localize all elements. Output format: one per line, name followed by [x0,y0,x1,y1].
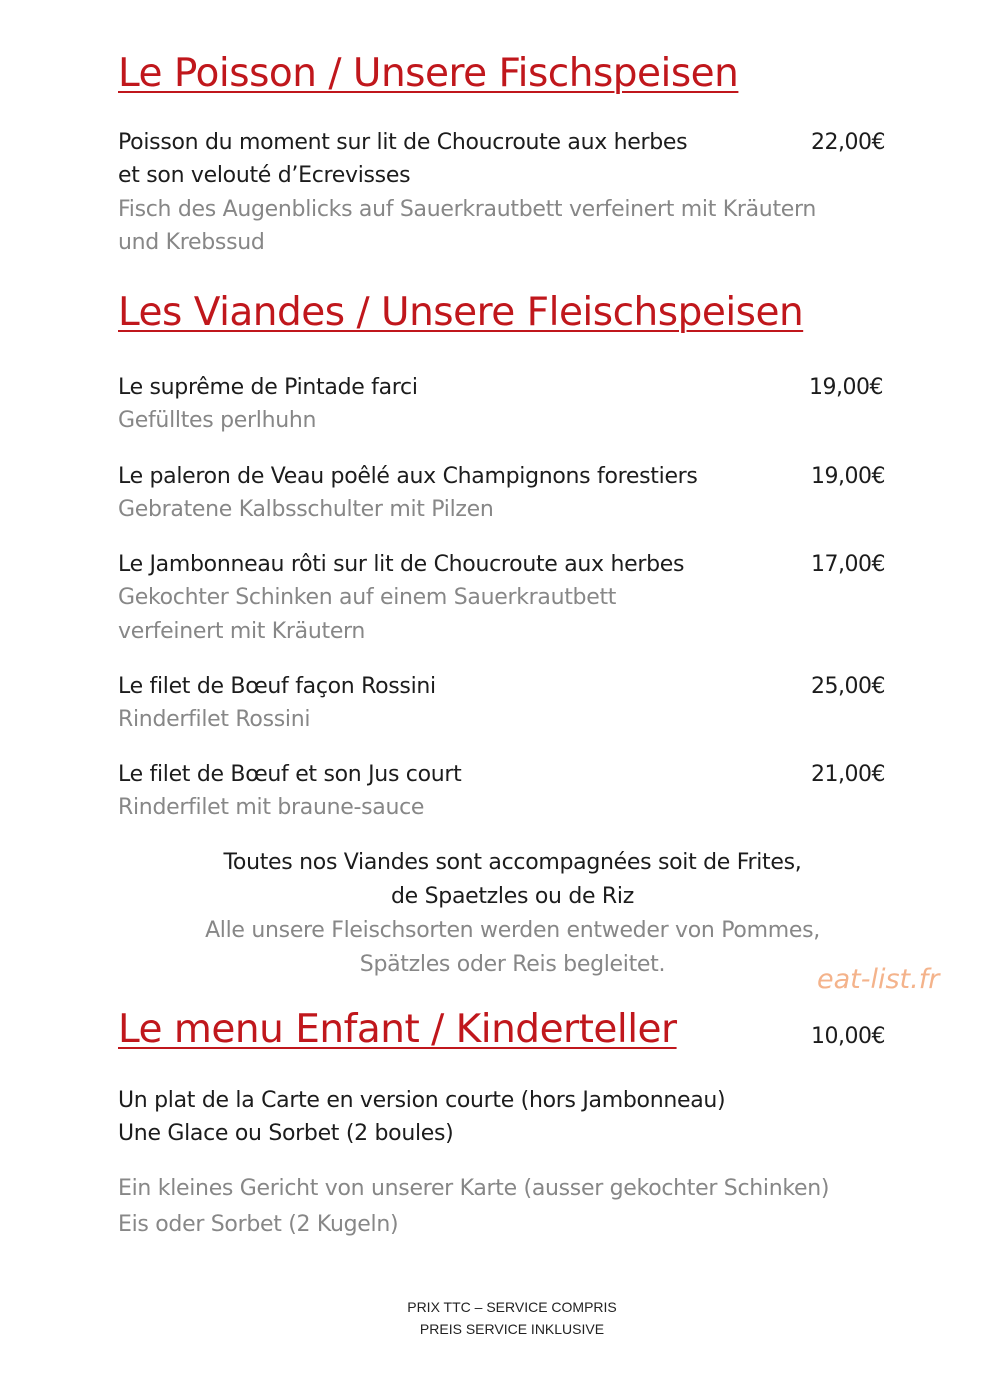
item-name-de-line-1: Fisch des Augenblicks auf Sauerkrautbett verfeinert mit Kräutern [118,197,817,222]
item-price: 25,00€ [811,674,885,699]
section-heading-enfant: Le menu Enfant / Kinderteller [118,1007,677,1052]
item-name-fr: Le filet de Bœuf et son Jus court [118,762,462,787]
enfant-de-line-1: Ein kleines Gericht von unserer Karte (ausser gekochter Schinken) [118,1176,830,1201]
item-name-fr: Le suprême de Pintade farci [118,375,418,400]
item-name-fr-line-2: et son velouté d’Ecrevisses [118,163,411,188]
enfant-de-line-2: Eis oder Sorbet (2 Kugeln) [118,1212,399,1237]
item-name-de-line-1: Gekochter Schinken auf einem Sauerkrautbett [118,585,617,610]
item-price: 22,00€ [811,130,885,155]
item-price: 17,00€ [811,552,885,577]
footer-line-2: PREIS SERVICE INKLUSIVE [419,1321,605,1337]
watermark-text: eat-list.fr [817,964,940,995]
item-price: 21,00€ [811,762,885,787]
item-name-de: Gefülltes perlhuhn [118,408,317,433]
item-name-de-line-2: und Krebssud [118,230,265,255]
footer-line-1: PRIX TTC – SERVICE COMPRIS [407,1299,617,1315]
item-name-de: Rinderfilet Rossini [118,707,311,732]
section-heading-viandes: Les Viandes / Unsere Fleischspeisen [118,290,804,335]
note-fr-line-2: de Spaetzles ou de Riz [391,884,634,909]
enfant-fr-line-1: Un plat de la Carte en version courte (hors Jambonneau) [118,1088,726,1113]
item-name-de: Gebratene Kalbsschulter mit Pilzen [118,497,494,522]
item-price: 19,00€ [811,464,885,489]
item-name-de-line-2: verfeinert mit Kräutern [118,619,366,644]
item-name-fr: Le paleron de Veau poêlé aux Champignons forestiers [118,464,698,489]
note-fr-line-1: Toutes nos Viandes sont accompagnées soit de Frites, [223,850,802,875]
item-name-fr: Le Jambonneau rôti sur lit de Choucroute aux herbes [118,552,685,577]
item-name-fr: Le filet de Bœuf façon Rossini [118,674,436,699]
section-heading-poisson: Le Poisson / Unsere Fischspeisen [118,51,739,96]
item-price: 19,00€ [809,375,883,400]
enfant-price: 10,00€ [811,1024,885,1049]
note-de-line-2: Spätzles oder Reis begleitet. [359,952,666,977]
item-name-de: Rinderfilet mit braune-sauce [118,795,425,820]
enfant-fr-line-2: Une Glace ou Sorbet (2 boules) [118,1121,454,1146]
item-name-fr-line-1: Poisson du moment sur lit de Choucroute aux herbes [118,130,688,155]
note-de-line-1: Alle unsere Fleischsorten werden entweder von Pommes, [205,918,820,943]
